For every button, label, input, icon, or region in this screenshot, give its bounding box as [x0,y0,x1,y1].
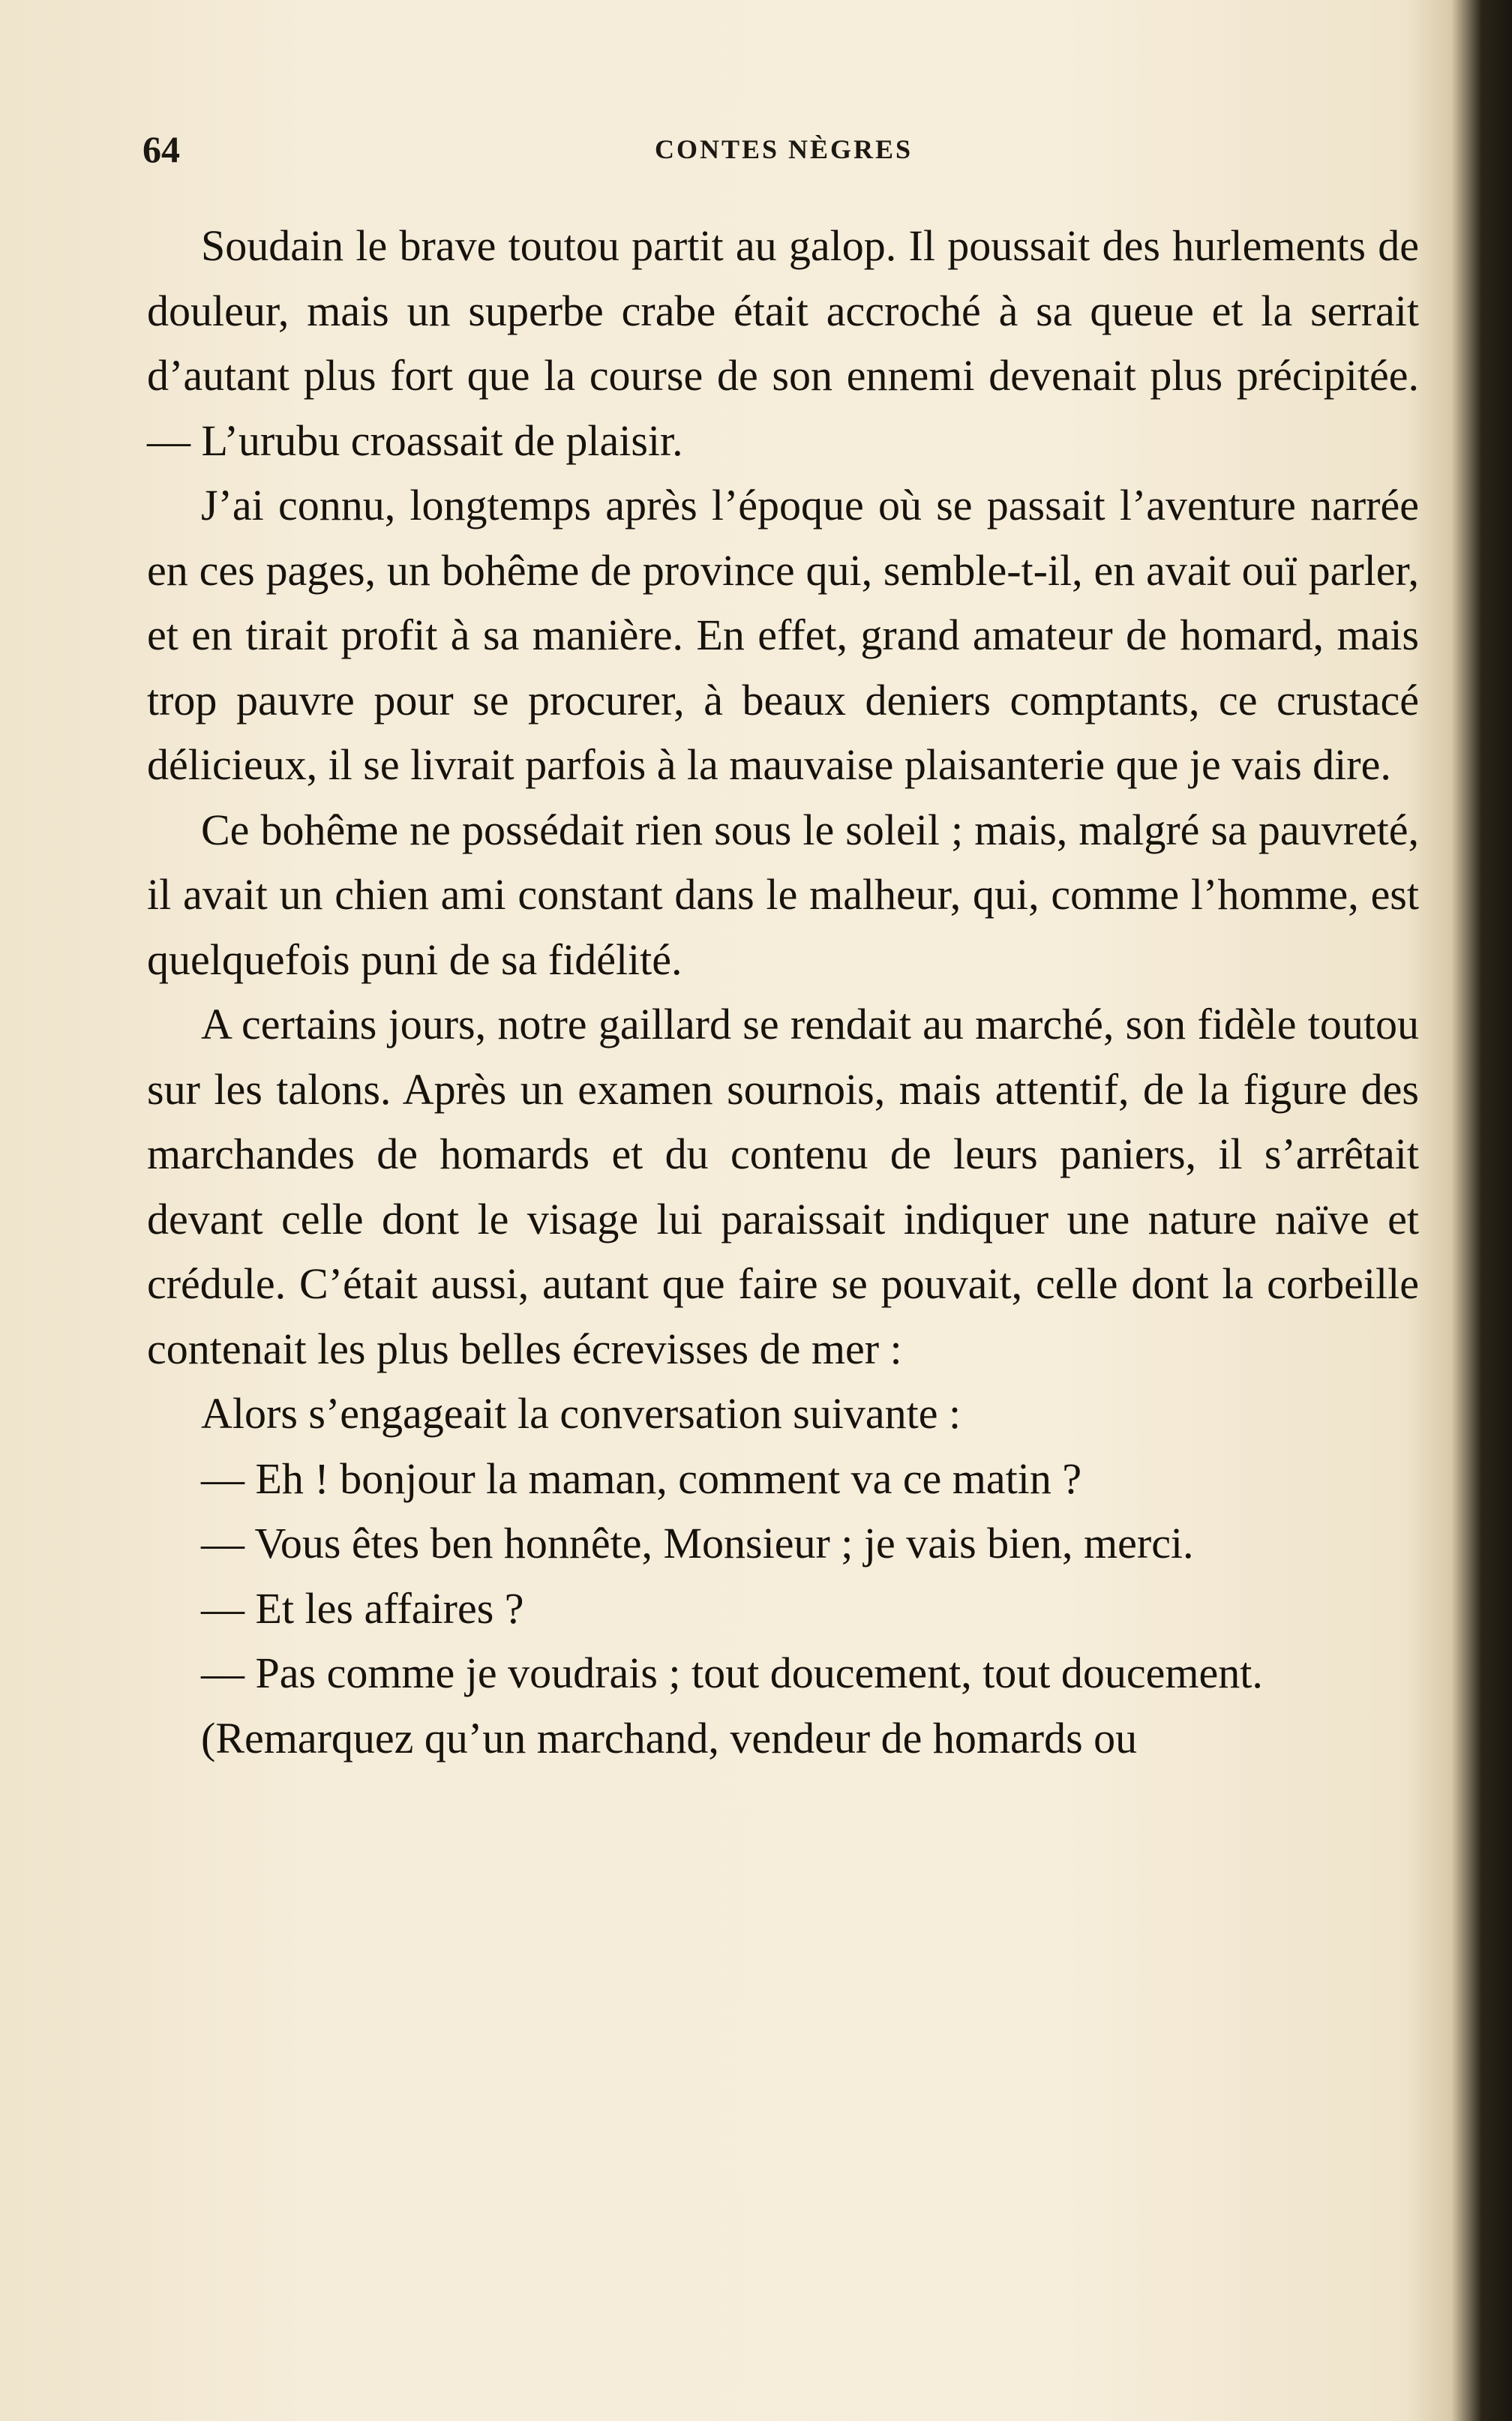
dialogue-line: — Vous êtes ben honnête, Monsieur ; je vais bien, merci. [201,1519,1194,1568]
page-number: 64 [142,128,180,170]
page-header [142,128,1425,172]
paragraph: J’ai connu, longtemps après l’époque où se passait l’aventure narrée en ces pages, un bohême de province qui, semble-t-il, en avait ouï parler, et en tirait profit à sa manière. En effet, grand amateur de homard, mais trop pauvre pour se procurer, à beaux deniers comptants, ce crustacé délicieux, il se livrait parfois à la mauvaise plaisanterie que je vais dire. [147,481,1419,789]
body-text [147,214,1419,1771]
dialogue-line: — Et les affaires ? [201,1583,524,1633]
running-title: CONTES NÈGRES [654,134,914,164]
paragraph: Ce bohême ne possédait rien sous le soleil ; mais, malgré sa pauvreté, il avait un chien ami constant dans le malheur, qui, comme l’homme, est quelquefois puni de sa fidélité. [147,805,1419,984]
dialogue-line: — Pas comme je voudrais ; tout doucement, tout doucement. [201,1648,1263,1697]
paragraph: (Remarquez qu’un marchand, vendeur de homards ou [201,1713,1138,1762]
paragraph: Alors s’engageait la conversation suivante : [201,1389,962,1438]
paragraph: Soudain le brave toutou partit au galop. Il poussait des hurlements de douleur, mais un superbe crabe était accroché à sa queue et la serrait d’autant plus fort que la course de son ennemi devenait plus précipitée. — L’urubu croassait de plaisir. [147,221,1419,465]
dialogue-line: — Eh ! bonjour la maman, comment va ce matin ? [201,1454,1082,1503]
paragraph: A certains jours, notre gaillard se rendait au marché, son fidèle toutou sur les talons. Après un examen sournois, mais attentif, de la figure des marchandes de homards et du contenu de leurs paniers, il s’arrêtait devant celle dont le visage lui paraissait indiquer une nature naïve et crédule. C’était aussi, autant que faire se pouvait, celle dont la corbeille contenait les plus belles écrevisses de mer : [147,1000,1419,1373]
